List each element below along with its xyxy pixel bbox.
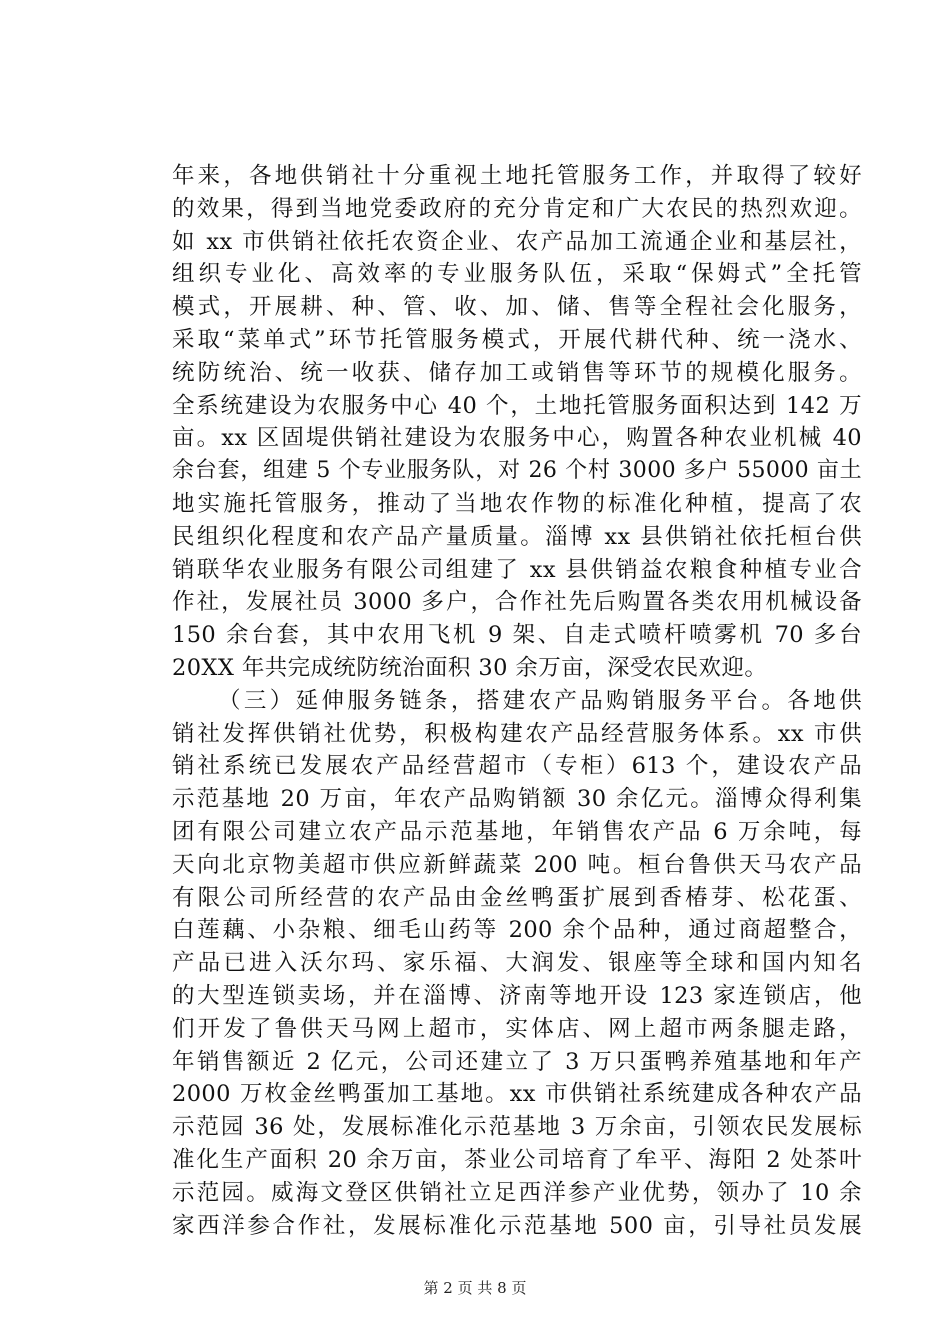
text-line: 地实施托管服务，推动了当地农作物的标准化种植，提高了农 bbox=[172, 490, 862, 517]
text-line: 家西洋参合作社，发展标准化示范基地 500 亩，引导社员发展 bbox=[172, 1212, 862, 1239]
text-line: 采取“菜单式”环节托管服务模式，开展代耕代种、统一浇水、 bbox=[172, 326, 862, 353]
text-line: 示范园。威海文登区供销社立足西洋参产业优势，领办了 10 余 bbox=[172, 1179, 862, 1206]
text-line: 示范园 36 处，发展标准化示范基地 3 万余亩，引领农民发展标 bbox=[172, 1114, 862, 1141]
text-line: 的效果，得到当地党委政府的充分肯定和广大农民的热烈欢迎。 bbox=[172, 195, 862, 222]
text-line: 如 xx 市供销社依托农资企业、农产品加工流通企业和基层社， bbox=[172, 228, 862, 255]
text-line: 示范基地 20 万亩，年农产品购销额 30 余亿元。淄博众得利集 bbox=[172, 786, 862, 813]
text-line: 白莲藕、小杂粮、细毛山药等 200 余个品种，通过商超整合， bbox=[172, 917, 862, 944]
text-line: 余台套，组建 5 个专业服务队，对 26 个村 3000 多户 55000 亩土 bbox=[172, 458, 862, 484]
text-line: 20XX 年共完成统防统治面积 30 余万亩，深受农民欢迎。 bbox=[172, 654, 768, 681]
text-line: 销联华农业服务有限公司组建了 xx 县供销益农粮食种植专业合 bbox=[172, 556, 862, 583]
text-line: 们开发了鲁供天马网上超市，实体店、网上超市两条腿走路， bbox=[172, 1015, 862, 1042]
text-line: 销社系统已发展农产品经营超市（专柜）613 个，建设农产品 bbox=[172, 753, 862, 780]
text-line: 的大型连锁卖场，并在淄博、济南等地开设 123 家连锁店，他 bbox=[172, 982, 862, 1009]
text-line: 准化生产面积 20 余万亩，茶业公司培育了牟平、海阳 2 处茶叶 bbox=[172, 1146, 862, 1173]
body-text bbox=[172, 160, 862, 1242]
text-line: 150 余台套，其中农用飞机 9 架、自走式喷杆喷雾机 70 多台 bbox=[172, 622, 862, 649]
text-line: 年销售额近 2 亿元，公司还建立了 3 万只蛋鸭养殖基地和年产 bbox=[172, 1048, 862, 1075]
text-line: 作社，发展社员 3000 多户，合作社先后购置各类农用机械设备 bbox=[172, 589, 862, 616]
text-line: 天向北京物美超市供应新鲜蔬菜 200 吨。桓台鲁供天马农产品 bbox=[172, 851, 862, 878]
text-line: 全系统建设为农服务中心 40 个，土地托管服务面积达到 142 万 bbox=[172, 392, 862, 419]
text-line: 民组织化程度和农产品产量质量。淄博 xx 县供销社依托桓台供 bbox=[172, 523, 862, 550]
text-line: 组织专业化、高效率的专业服务队伍，采取“保姆式”全托管 bbox=[172, 261, 862, 288]
text-line: 有限公司所经营的农产品由金丝鸭蛋扩展到香椿芽、松花蛋、 bbox=[172, 884, 862, 911]
text-line: 亩。xx 区固堤供销社建设为农服务中心，购置各种农业机械 40 bbox=[172, 425, 862, 452]
text-line: 团有限公司建立农产品示范基地，年销售农产品 6 万余吨，每 bbox=[172, 818, 862, 845]
text-line: 2000 万枚金丝鸭蛋加工基地。xx 市供销社系统建成各种农产品 bbox=[172, 1081, 862, 1108]
text-line: 年来，各地供销社十分重视土地托管服务工作，并取得了较好 bbox=[172, 163, 862, 189]
page-footer: 第 2 页 共 8 页 bbox=[423, 1279, 527, 1297]
text-line: 产品已进入沃尔玛、家乐福、大润发、银座等全球和国内知名 bbox=[172, 950, 862, 977]
text-line: 模式，开展耕、种、管、收、加、储、售等全程社会化服务， bbox=[172, 294, 862, 321]
text-line: 销社发挥供销社优势，积极构建农产品经营服务体系。xx 市供 bbox=[172, 720, 862, 747]
text-line: （三）延伸服务链条，搭建农产品购销服务平台。各地供 bbox=[218, 687, 862, 714]
text-line: 统防统治、统一收获、储存加工或销售等环节的规模化服务。 bbox=[172, 359, 862, 386]
